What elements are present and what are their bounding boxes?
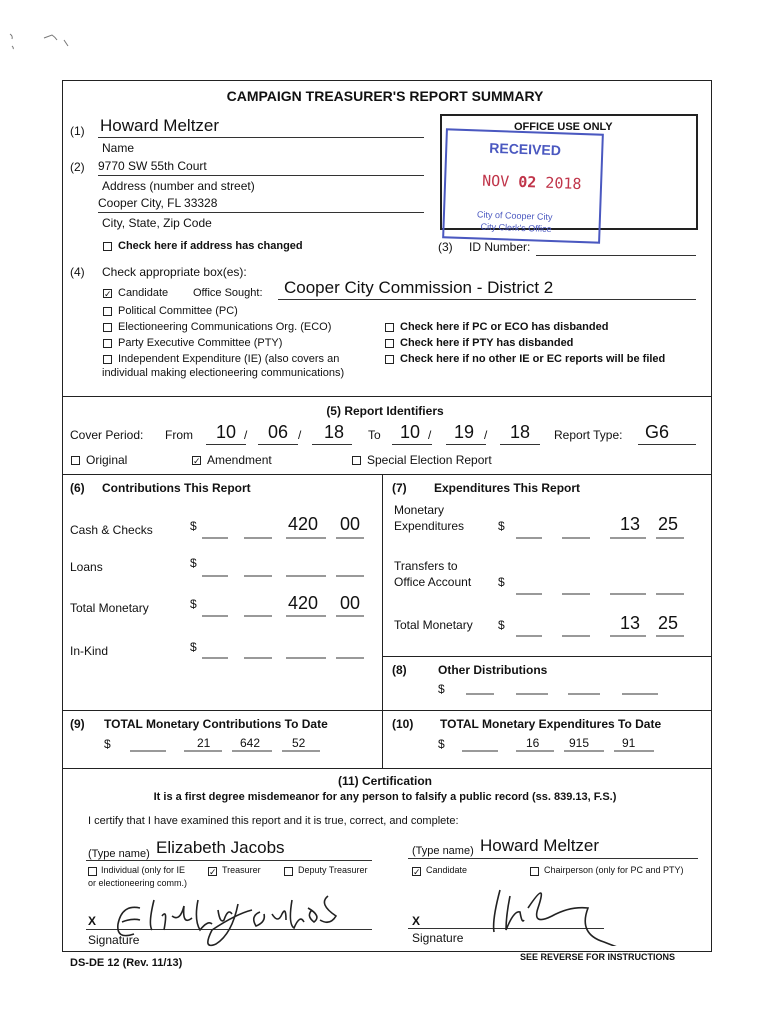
- dollar-sign: $: [190, 597, 197, 611]
- stamp-line2: City Clerk's Office: [480, 221, 552, 235]
- total-monetary-label: Total Monetary: [70, 601, 149, 615]
- to-year: 18: [510, 422, 531, 442]
- contributions-units: 642: [240, 736, 261, 750]
- amendment-checkbox[interactable]: ✓: [193, 456, 201, 466]
- ie-label-cont: individual making electioneering communications): [102, 367, 345, 379]
- total-monetary-cents: 00: [340, 593, 361, 613]
- city-value: Cooper City, FL 33328: [98, 196, 218, 210]
- to-label: To: [368, 428, 381, 442]
- total-expenditures-cents: 25: [658, 613, 679, 633]
- inkind-label: In-Kind: [70, 644, 109, 658]
- other-distributions-blanks: [452, 688, 662, 698]
- dollar-sign: $: [438, 737, 445, 751]
- report-type-label: Report Type:: [554, 428, 623, 442]
- deputy-treasurer-label: Deputy Treasurer: [298, 865, 368, 875]
- dollar-sign: $: [190, 640, 197, 654]
- slash: /: [298, 428, 302, 442]
- chairperson-label: Chairperson (only for PC and PTY): [544, 865, 684, 875]
- expenditures-units: 915: [569, 736, 590, 750]
- from-label: From: [165, 428, 193, 442]
- dollar-sign: $: [498, 519, 505, 533]
- total-contributions-heading: TOTAL Monetary Contributions To Date: [104, 717, 328, 731]
- treasurer-label: Treasurer: [222, 865, 261, 875]
- dollar-sign: $: [498, 575, 505, 589]
- ie-checkbox[interactable]: [103, 355, 112, 364]
- check-boxes-label: Check appropriate box(es):: [102, 265, 247, 279]
- street-label: Address (number and street): [102, 179, 255, 193]
- section-9-number: (9): [70, 717, 85, 731]
- section-8-number: (8): [392, 663, 407, 677]
- expenditures-to-date-blanks: [462, 748, 662, 754]
- treasurer-x-mark: X: [88, 914, 97, 928]
- disband-pty-checkbox[interactable]: [385, 339, 394, 348]
- contributions-thousands: 21: [197, 736, 211, 750]
- pty-label: Party Executive Committee (PTY): [118, 337, 283, 349]
- individual-checkbox[interactable]: [88, 867, 97, 876]
- total-monetary-value: 420: [288, 593, 319, 613]
- office-sought-label: Office Sought:: [193, 287, 263, 299]
- treasurer-name: Elizabeth Jacobs: [156, 838, 285, 857]
- contributions-cents: 52: [292, 736, 306, 750]
- no-other-reports-checkbox[interactable]: [385, 355, 394, 364]
- special-election-checkbox[interactable]: [352, 456, 361, 465]
- certify-candidate-checkbox[interactable]: ✓: [413, 867, 421, 877]
- treasurer-checkbox[interactable]: ✓: [209, 867, 217, 877]
- section-10-number: (10): [392, 717, 414, 731]
- treasurer-signature-label: Signature: [88, 933, 140, 947]
- individual-label-cont: or electioneering comm.): [88, 878, 188, 888]
- section-2-number: (2): [70, 160, 85, 174]
- no-other-reports-label: Check here if no other IE or EC reports will be filed: [400, 353, 666, 365]
- from-day: 06: [268, 422, 289, 442]
- candidate-x-mark: X: [412, 914, 421, 928]
- section-6-number: (6): [70, 481, 85, 495]
- stamp-month: NOV: [481, 171, 510, 191]
- cash-cents: 00: [340, 514, 361, 534]
- candidate-signature-label: Signature: [412, 931, 464, 945]
- contribution-blanks: [200, 530, 370, 660]
- section-4-number: (4): [70, 265, 85, 279]
- treasurer-signature: [100, 886, 360, 952]
- individual-label: Individual (only for IE: [101, 865, 186, 875]
- pc-checkbox[interactable]: [103, 307, 112, 316]
- treasurer-type-name-label: (Type name): [88, 848, 150, 860]
- stamp-day: 02: [517, 172, 537, 192]
- amendment-label: Amendment: [207, 453, 272, 467]
- expenditure-blanks: [510, 530, 690, 640]
- contributions-heading: Contributions This Report: [102, 481, 251, 495]
- certification-heading: (11) Certification: [337, 774, 433, 788]
- dollar-sign: $: [498, 618, 505, 632]
- stamp-received: RECEIVED: [489, 139, 562, 159]
- disband-pc-eco-checkbox[interactable]: [385, 323, 394, 332]
- original-label: Original: [86, 453, 128, 467]
- report-type-value: G6: [645, 422, 670, 442]
- monetary-expenditures-value: 13: [620, 514, 641, 534]
- cash-value: 420: [288, 514, 319, 534]
- disband-pc-eco-label: Check here if PC or ECO has disbanded: [400, 321, 609, 333]
- received-stamp: [442, 128, 604, 243]
- candidate-type-name-label: (Type name): [412, 845, 474, 857]
- dollar-sign: $: [438, 682, 445, 696]
- ie-label: Independent Expenditure (IE) (also covers an: [118, 353, 340, 365]
- dollar-sign: $: [190, 519, 197, 533]
- certify-statement: I certify that I have examined this report and it is true, correct, and complete:: [88, 815, 459, 827]
- monetary-label: Monetary: [394, 503, 445, 517]
- candidate-name: Howard Meltzer: [480, 836, 600, 855]
- contributions-to-date-blanks: [130, 748, 330, 754]
- monetary-expenditures-cents: 25: [658, 514, 679, 534]
- slash: /: [428, 428, 432, 442]
- transfers-label: Transfers to: [394, 559, 458, 573]
- special-election-label: Special Election Report: [367, 453, 492, 467]
- deputy-treasurer-checkbox[interactable]: [284, 867, 293, 876]
- name-label: Name: [102, 141, 135, 155]
- section-7-number: (7): [392, 481, 407, 495]
- scan-marks: [8, 28, 78, 58]
- candidate-label: Candidate: [118, 287, 169, 299]
- cover-period-label: Cover Period:: [70, 428, 144, 442]
- section-3-number: (3): [438, 240, 453, 254]
- expenditures-cents: 91: [622, 736, 636, 750]
- id-number-label: ID Number:: [469, 240, 531, 254]
- address-changed-checkbox[interactable]: [103, 242, 112, 251]
- from-year: 18: [324, 422, 345, 442]
- street-value: 9770 SW 55th Court: [98, 159, 207, 173]
- office-sought-value: Cooper City Commission - District 2: [284, 278, 554, 297]
- to-month: 10: [400, 422, 421, 442]
- page-title: CAMPAIGN TREASURER'S REPORT SUMMARY: [226, 88, 544, 104]
- eco-label: Electioneering Communications Org. (ECO): [118, 321, 332, 333]
- expenditures-label: Expenditures: [394, 519, 465, 533]
- dollar-sign: $: [104, 737, 111, 751]
- original-checkbox[interactable]: [71, 456, 80, 465]
- certification-warning: It is a first degree misdemeanor for any person to falsify a public record (ss. 839.13, F.S.): [153, 791, 617, 803]
- slash: /: [484, 428, 488, 442]
- slash: /: [244, 428, 248, 442]
- city-label: City, State, Zip Code: [102, 216, 212, 230]
- address-changed-label: Check here if address has changed: [118, 240, 303, 252]
- section-1-number: (1): [70, 124, 85, 138]
- total-expenditures-label: Total Monetary: [394, 618, 473, 632]
- disband-pty-label: Check here if PTY has disbanded: [400, 337, 574, 349]
- pc-label: Political Committee (PC): [118, 305, 238, 317]
- loans-label: Loans: [70, 560, 103, 574]
- office-use-label: OFFICE USE ONLY: [514, 121, 613, 133]
- form-id: DS-DE 12 (Rev. 11/13): [70, 957, 183, 969]
- total-expenditures-value: 13: [620, 613, 641, 633]
- other-distributions-heading: Other Distributions: [438, 663, 548, 677]
- report-identifiers-heading: (5) Report Identifiers: [326, 404, 444, 418]
- chairperson-checkbox[interactable]: [530, 867, 539, 876]
- office-account-label: Office Account: [394, 575, 472, 589]
- total-expenditures-heading: TOTAL Monetary Expenditures To Date: [440, 717, 662, 731]
- eco-checkbox[interactable]: [103, 323, 112, 332]
- expenditures-thousands: 16: [526, 736, 540, 750]
- stamp-year: 2018: [545, 173, 582, 194]
- candidate-checkbox[interactable]: ✓: [104, 289, 112, 299]
- pty-checkbox[interactable]: [103, 339, 112, 348]
- to-day: 19: [454, 422, 475, 442]
- reverse-instructions: SEE REVERSE FOR INSTRUCTIONS: [520, 952, 676, 962]
- certify-candidate-label: Candidate: [426, 865, 468, 875]
- expenditures-heading: Expenditures This Report: [434, 481, 581, 495]
- candidate-signature: [470, 878, 620, 946]
- name-value: Howard Meltzer: [100, 116, 220, 135]
- cash-checks-label: Cash & Checks: [70, 523, 153, 537]
- stamp-line1: City of Cooper City: [476, 209, 553, 223]
- from-month: 10: [216, 422, 237, 442]
- dollar-sign: $: [190, 556, 197, 570]
